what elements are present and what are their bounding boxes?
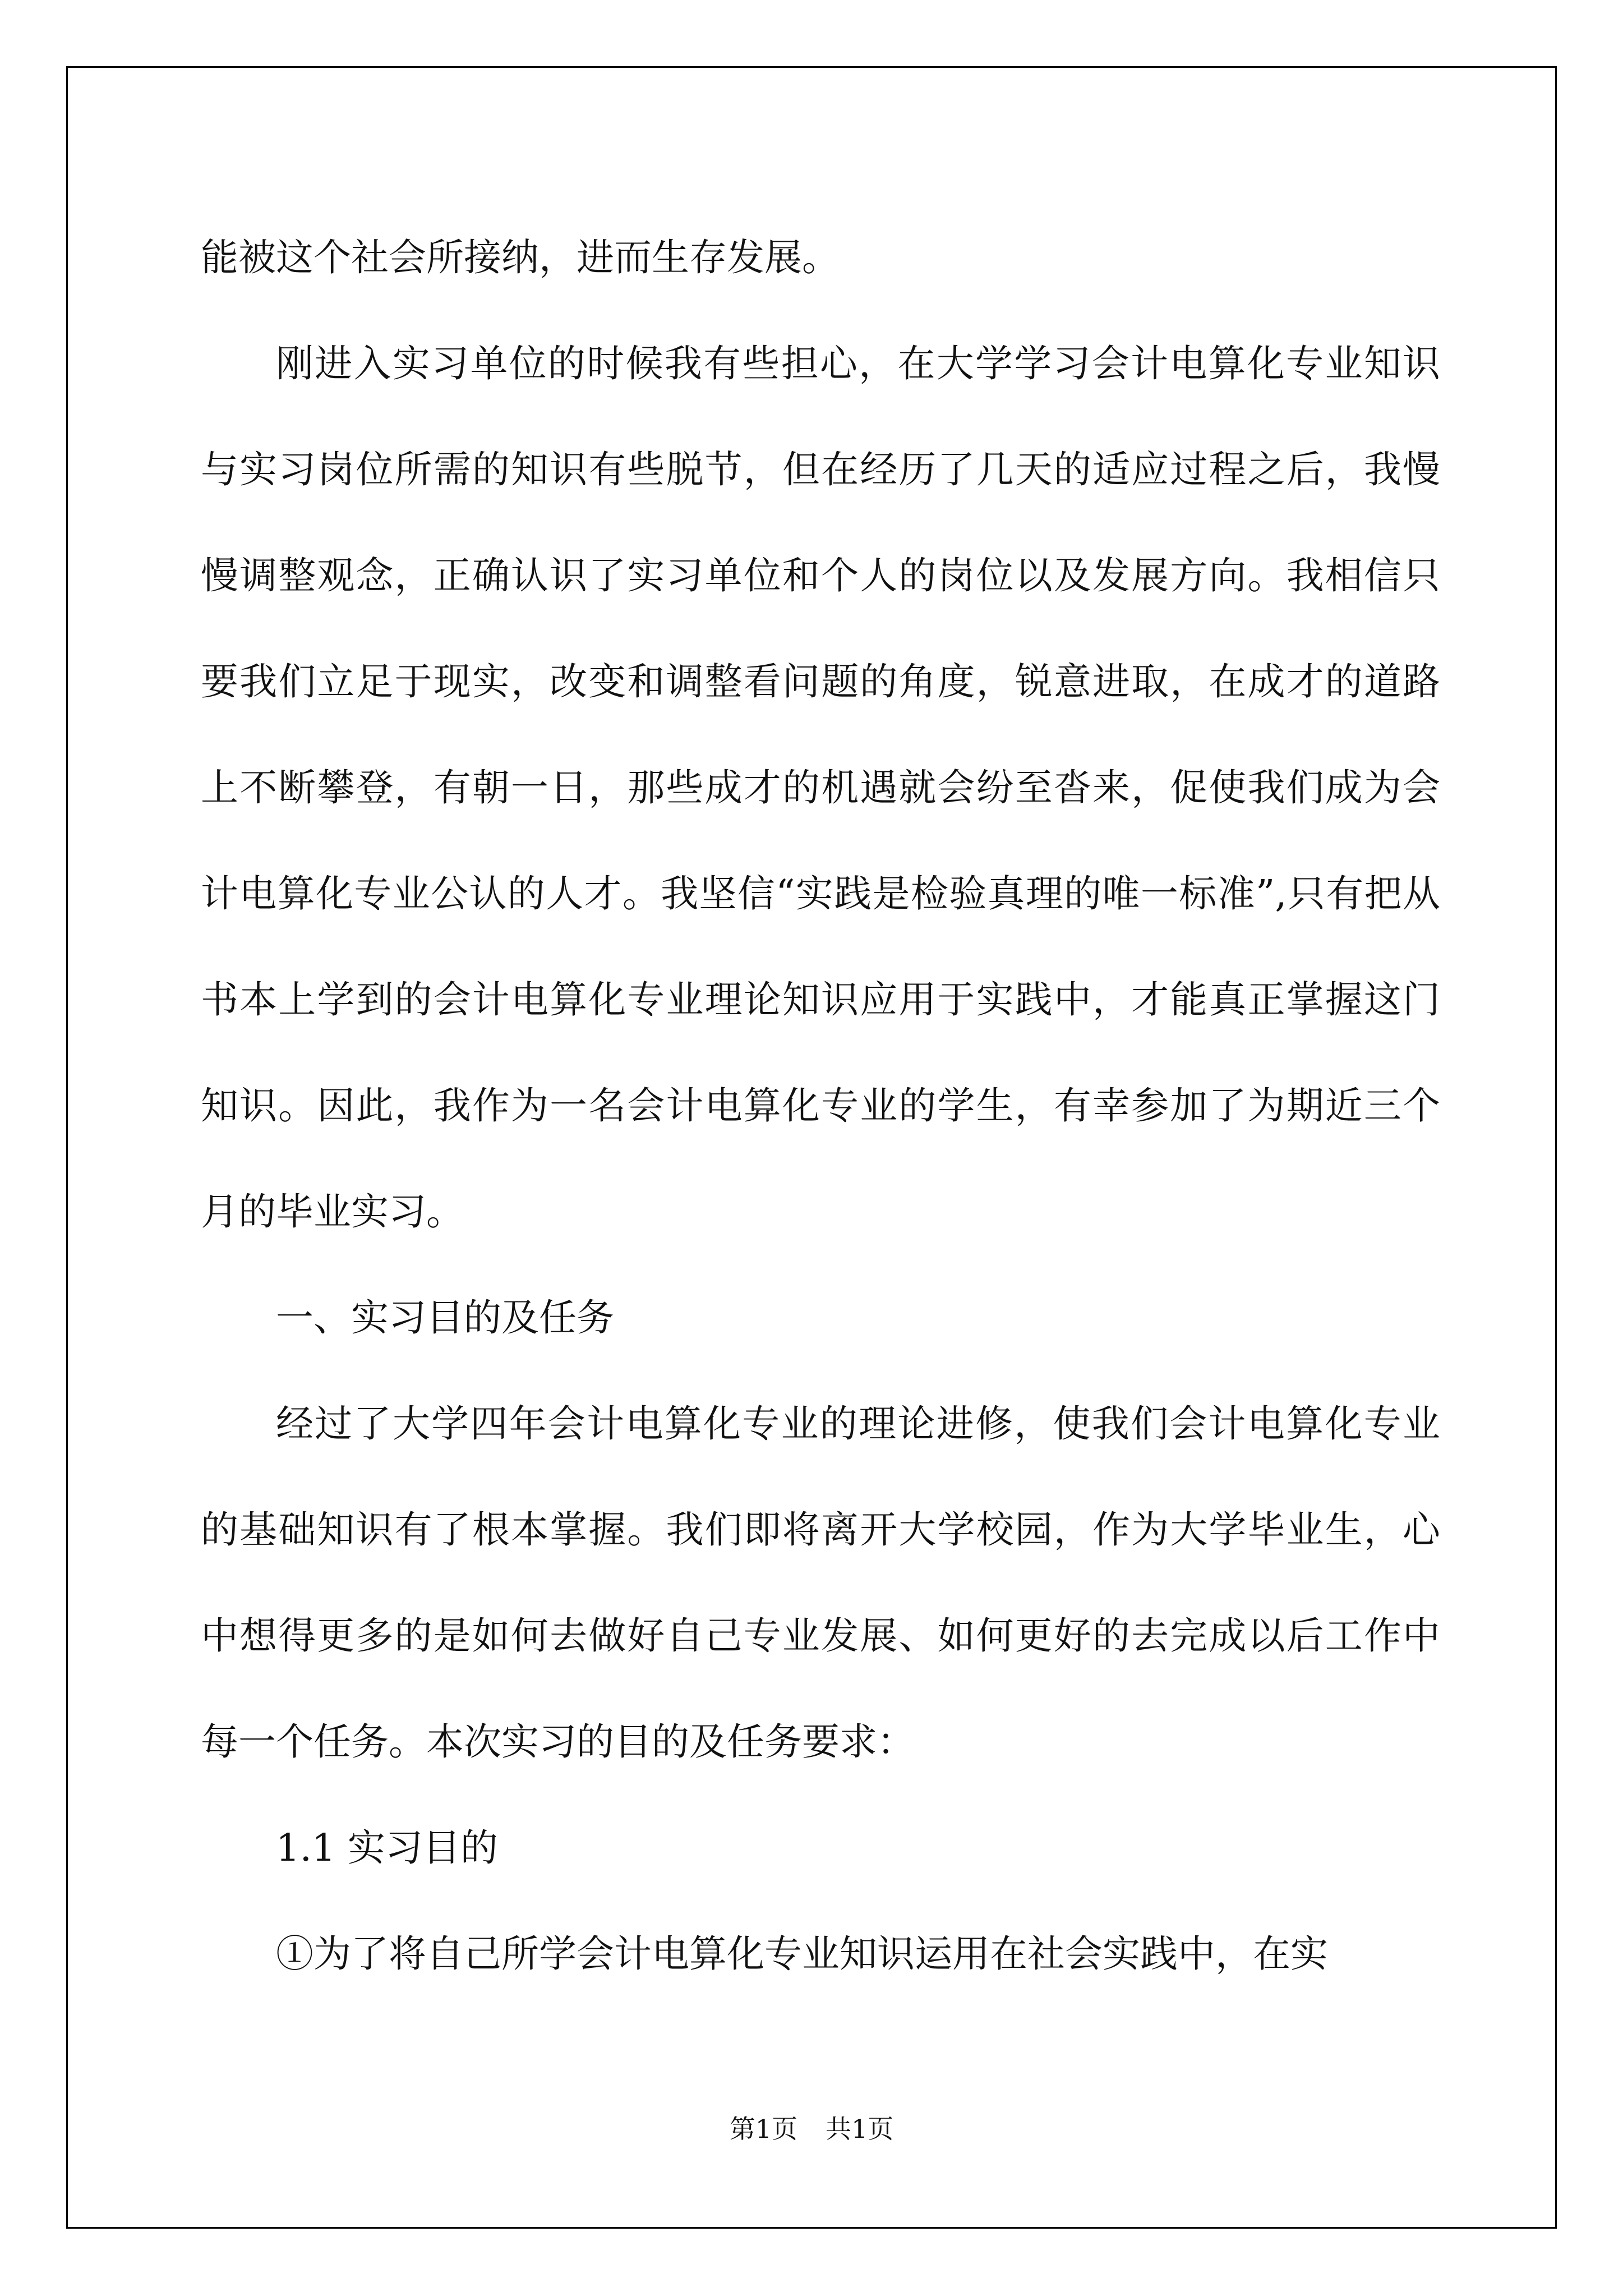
page-number: 第1页: [729, 2114, 797, 2144]
page-total: 共1页: [826, 2114, 894, 2144]
document-body: [201, 205, 1440, 2007]
paragraph-purpose-item-1: ①为了将自己所学会计电算化专业知识运用在社会实践中，在实: [276, 1932, 1328, 1976]
page-footer: [0, 2112, 1623, 2146]
paragraph-internship-start: 刚进入实习单位的时候我有些担心，在大学学习会计电算化专业知识与实习岗位所需的知识有些脱节，但在经历了几天的适应过程之后，我慢慢调整观念，正确认识了实习单位和个人的岗位以及发展方向。我相信只要我们立足于现实，改变和调整看问题的角度，锐意进取，在成才的道路上不断攀登，有朝一日，那些成才的机遇就会纷至沓来，促使我们成为会计电算化专业公认的人才。我坚信“实践是检验真理的唯一标准”,只有把从书本上学到的会计电算化专业理论知识应用于实践中，才能真正掌握这门知识。因此，我作为一名会计电算化专业的学生，有幸参加了为期近三个月的毕业实习。: [201, 342, 1440, 1234]
paragraph-continuation: 能被这个社会所接纳，进而生存发展。: [201, 236, 840, 279]
subsection-heading-purpose: 1.1 实习目的: [276, 1826, 498, 1870]
section-heading-purpose-tasks: 一、实习目的及任务: [276, 1296, 614, 1340]
paragraph-study-summary: 经过了大学四年会计电算化专业的理论进修，使我们会计电算化专业的基础知识有了根本掌握。我们即将离开大学校园，作为大学毕业生，心中想得更多的是如何去做好自己专业发展、如何更好的去完成以后工作中每一个任务。本次实习的目的及任务要求：: [201, 1402, 1440, 1764]
